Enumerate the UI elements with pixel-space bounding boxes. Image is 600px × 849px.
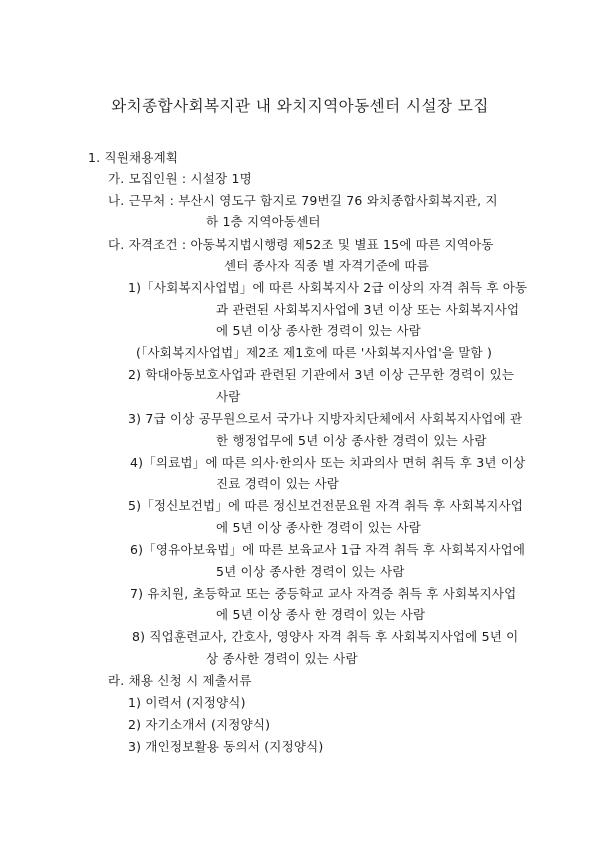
document-item-2: 2) 자기소개서 (지정양식) bbox=[128, 717, 271, 732]
qualification-2: 2) 학대아동보호사업과 관련된 기관에서 3년 이상 근무한 경력이 있는 bbox=[128, 367, 515, 382]
qualification-8: 8) 직업훈련교사, 간호사, 영양사 자격 취득 후 사회복지사업에 5년 이 bbox=[132, 629, 519, 644]
item-na-workplace: 나. 근무처 : 부산시 영도구 함지로 79번길 76 와치종합사회복지관, 지 bbox=[108, 193, 498, 208]
item-ra-documents: 라. 채용 신청 시 제출서류 bbox=[108, 673, 252, 688]
qualification-7: 7) 유치원, 초등학교 또는 중등학교 교사 자격증 취득 후 사회복지사업 bbox=[130, 586, 517, 601]
qualification-4-cont: 진료 경력이 있는 사람 bbox=[216, 476, 339, 491]
item-da-qualification-cont: 센터 종사자 직종 별 자격기준에 따름 bbox=[224, 258, 429, 273]
qualification-5: 5)「정신보건법」에 따른 정신보건전문요원 자격 취득 후 사회복지사업 bbox=[128, 498, 524, 513]
qualification-1-cont2: 에 5년 이상 종사한 경력이 있는 사람 bbox=[216, 323, 422, 338]
section-heading: 1. 직원채용계획 bbox=[88, 150, 179, 165]
item-ga-recruit-count: 가. 모집인원 : 시설장 1명 bbox=[108, 171, 252, 186]
qualification-5-cont: 에 5년 이상 종사한 경력이 있는 사람 bbox=[216, 520, 422, 535]
qualification-4: 4)「의료법」에 따른 의사·한의사 또는 치과의사 면허 취득 후 3년 이상 bbox=[130, 455, 526, 470]
document-item-1: 1) 이력서 (지정양식) bbox=[128, 695, 246, 710]
qualification-1: 1)「사회복지사업법」에 따른 사회복지사 2급 이상의 자격 취득 후 아동 bbox=[128, 280, 528, 295]
qualification-2-cont: 사람 bbox=[216, 389, 241, 404]
qualification-3-cont: 한 행정업무에 5년 이상 종사한 경력이 있는 사람 bbox=[216, 433, 487, 448]
qualification-6-cont: 5년 이상 종사한 경력이 있는 사람 bbox=[216, 564, 405, 579]
qualification-3: 3) 7급 이상 공무원으로서 국가나 지방자치단체에서 사회복지사업에 관 bbox=[128, 411, 523, 426]
qualification-8-cont: 상 종사한 경력이 있는 사람 bbox=[206, 651, 358, 666]
item-da-qualification: 다. 자격조건 : 아동복지법시행령 제52조 및 별표 15에 따른 지역아동 bbox=[108, 237, 494, 252]
item-na-workplace-cont: 하 1층 지역아동센터 bbox=[206, 214, 321, 229]
qualification-1-note: (「사회복지사업법」제2조 제1호에 따른 '사회복지사업'을 말함 ) bbox=[136, 345, 493, 360]
qualification-7-cont: 에 5년 이상 종사 한 경력이 있는 사람 bbox=[216, 607, 426, 622]
document-item-3: 3) 개인정보활용 동의서 (지정양식) bbox=[128, 739, 324, 754]
qualification-6: 6)「영유아보육법」에 따른 보육교사 1급 자격 취득 후 사회복지사업에 bbox=[130, 542, 526, 557]
qualification-1-cont: 과 관련된 사회복지사업에 3년 이상 또는 사회복지사업 bbox=[216, 302, 520, 317]
page-title: 와치종합사회복지관 내 와치지역아동센터 시설장 모집 bbox=[111, 97, 489, 115]
